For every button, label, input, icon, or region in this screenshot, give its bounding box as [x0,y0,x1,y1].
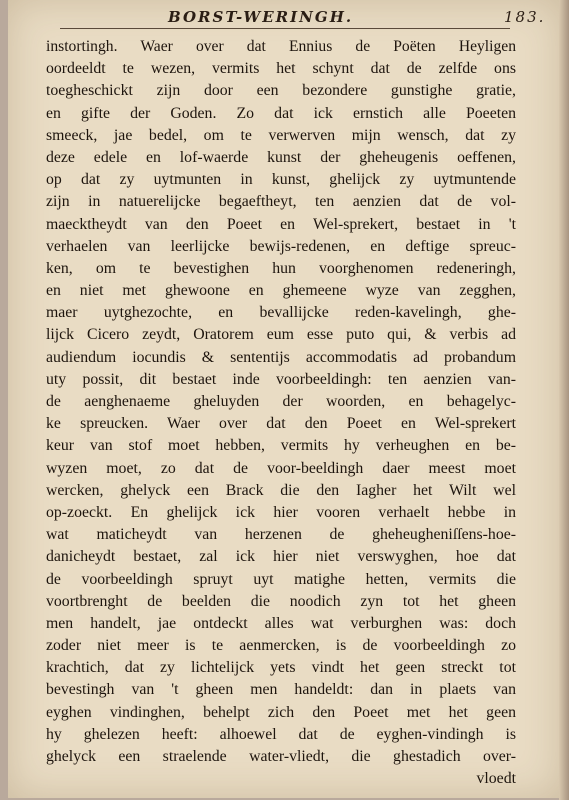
text-line: maecktheydt van den Poeet en Wel-sprekert, bestaet in 't [46,215,516,233]
text-line: ghelyck een straelende water-vliedt, die ghestadich over- [46,748,516,765]
text-line: danicheydt bestaet, zal ick hier niet verswyghen, hoe dat [46,548,516,566]
text-line: keur van stof moet hebben, vermits hy verheughen en be- [46,437,516,455]
book-spine-shadow [559,0,569,800]
text-line: op dat zy uytmunten in kunst, ghelijck zy uytmuntende [46,171,516,189]
text-line: lijck Cicero zeydt, Oratorem eum esse puto qui, & verbis ad [46,326,516,344]
text-line: audiendum iocundis & sententijs accommodatis ad probandum [46,348,516,366]
text-line: voortbrenght de beelden die noodich zyn tot het gheen [46,592,516,610]
text-line: wyzen moet, zo dat de voor-beeldingh daer meest moet [46,459,516,477]
body-text [46,36,516,790]
text-line: wercken, ghelyck een Brack die den Iagher het Wilt wel [46,481,516,499]
text-line: men handelt, jae ontdeckt alles wat verburghen was: doch [46,614,516,632]
text-line: hy ghelezen heeft: alhoewel dat de eyghen-vindingh is [46,725,516,743]
text-line: krachtich, dat zy lichtelijck yets vindt het geen streckt tot [46,659,516,677]
text-line: toegheschickt zijn door een bezondere gunstighe gratie, [46,82,516,100]
text-line: maer uytghezochte, en bevallijcke reden-kavelingh, ghe- [46,304,516,322]
text-line: smeeck, jae bedel, om te verwerven mijn wensch, dat zy [46,126,516,144]
header-rule [60,28,510,29]
running-title: BORST-WERINGH. [168,8,354,26]
text-line: zoder niet meer is te aenmercken, is de voorbeeldingh zo [46,637,516,655]
text-line: eyghen vindinghen, behelpt zich den Poeet met het geen [46,703,516,721]
text-line: en niet met ghewoone en ghemeene wyze van zegghen, [46,282,516,300]
text-line: deze edele en lof-waerde kunst der gheheugenis oeffenen, [46,148,516,166]
text-line: oordeeldt te wezen, vermits het schynt dat de zelfde ons [46,60,516,78]
text-line: uty possit, dit bestaet inde voorbeeldingh: ten aenzien van- [46,370,516,388]
text-line: ke spreucken. Waer over dat den Poeet en Wel-sprekert [46,415,516,433]
book-page [8,0,561,798]
page-number: 183. [504,8,546,26]
text-line: bevestingh van 't gheen men handeldt: dan in plaets van [46,681,516,699]
text-line: instortingh. Waer over dat Ennius de Poëten Heyligen [46,38,516,55]
text-line: op-zoeckt. En ghelijck ick hier vooren verhaelt hebbe in [46,503,516,521]
text-line: wat maticheydt van herzenen de gheheugheniſſens-hoe- [46,526,516,544]
text-line: ken, om te bevestighen hun voorghenomen redeneringh, [46,259,516,277]
text-line: vloedt [476,770,516,788]
text-line: de aenghenaeme gheluyden der woorden, en behagelyc- [46,393,516,410]
text-line: zijn in natuerelijcke begaeftheyt, ten aenzien dat de vol- [46,193,516,211]
text-line: de voorbeeldingh spruyt uyt matighe hetten, vermits die [46,570,516,588]
text-line: verhaelen van leerlijcke bewijs-redenen, en deftige spreuc- [46,237,516,255]
text-line: en gifte der Goden. Zo dat ick ernstich alle Poeeten [46,104,516,122]
